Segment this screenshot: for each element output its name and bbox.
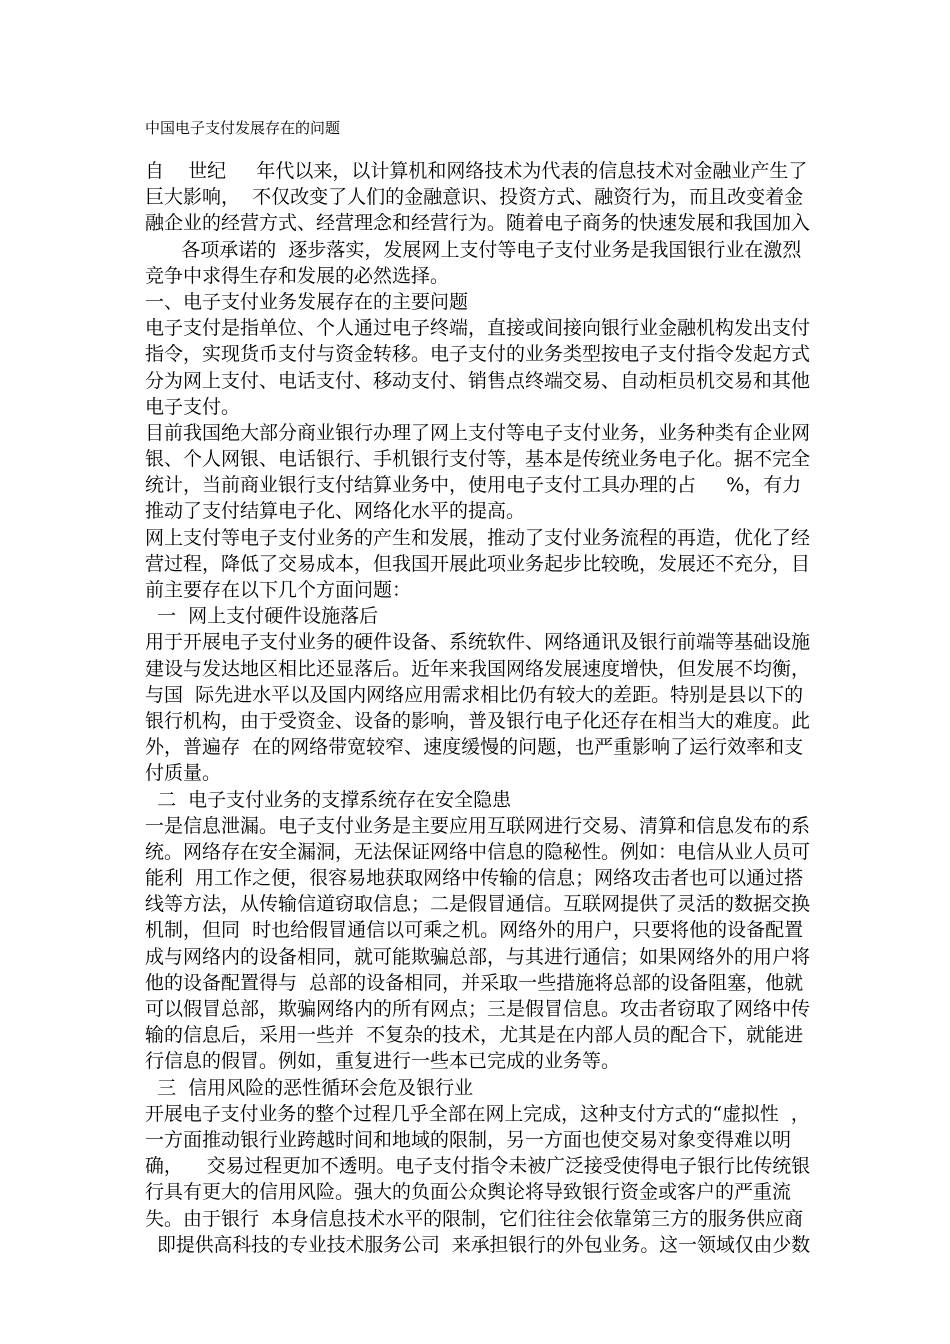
text-line: 电子支付是指单位、个人通过电子终端，直接或间接向银行业金融机构发出支付 bbox=[145, 317, 811, 340]
text-line: 电子支付。 bbox=[145, 395, 241, 418]
text-line: 融企业的经营方式、经营理念和经营行为。随着电子商务的快速发展和我国加入 bbox=[145, 212, 811, 235]
text-line: 三 信用风险的恶性循环会危及银行业 bbox=[145, 1076, 474, 1099]
text-line: 可以假冒总部，欺骗网络内的所有网点；三是假冒信息。攻击者窃取了网络中传 bbox=[145, 998, 811, 1020]
text-line: 即提供高科技的专业技术服务公司 来承担银行的外包业务。这一领域仅由少数 bbox=[145, 1233, 811, 1256]
text-line: 自 世纪 年代以来，以计算机和网络技术为代表的信息技术对金融业产生了 bbox=[145, 160, 808, 182]
text-line: 能利 用工作之便，很容易地获取网络中传输的信息；网络攻击者也可以通过搭 bbox=[145, 867, 804, 890]
text-line: 巨大影响， 不仅改变了人们的金融意识、投资方式、融资行为，而且改变着金 bbox=[145, 186, 804, 209]
document-body bbox=[145, 158, 810, 1258]
text-line: 付质量。 bbox=[145, 762, 222, 785]
text-line: 一、电子支付业务发展存在的主要问题 bbox=[145, 290, 469, 313]
text-line: 行具有更大的信用风险。强大的负面公众舆论将导致银行资金或客户的严重流 bbox=[145, 1181, 792, 1204]
text-line: 分为网上支付、电话支付、移动支付、销售点终端交易、自动柜员机交易和其他 bbox=[145, 369, 811, 392]
text-line: 与国 际先进水平以及国内网络应用需求相比仍有较大的差距。特别是县以下的 bbox=[145, 683, 804, 706]
text-line: 网上支付等电子支付业务的产生和发展，推动了支付业务流程的再造，优化了经 bbox=[145, 526, 811, 549]
text-line: 推动了支付结算电子化、网络化水平的提高。 bbox=[145, 500, 526, 523]
text-line: 竞争中求得生存和发展的必然选择。 bbox=[145, 264, 450, 287]
text-line: 行信息的假冒。例如，重复进行一些本已完成的业务等。 bbox=[145, 1050, 621, 1073]
text-line: 他的设备配置得与 总部的设备相同，并采取一些措施将总部的设备阻塞，他就 bbox=[145, 971, 804, 994]
text-line: 一是信息泄漏。电子支付业务是主要应用互联网进行交易、清算和信息发布的系 bbox=[145, 814, 811, 837]
text-line: 目前我国绝大部分商业银行办理了网上支付等电子支付业务，业务种类有企业网 bbox=[145, 421, 811, 444]
text-line: 线等方法，从传输信道窃取信息；二是假冒通信。互联网提供了灵活的数据交换 bbox=[145, 893, 811, 916]
text-line: 前主要存在以下几个方面问题： bbox=[145, 579, 412, 601]
text-line: 指令，实现货币支付与资金转移。电子支付的业务类型按电子支付指令发起方式 bbox=[145, 343, 811, 366]
text-line: 银、个人网银、电话银行、手机银行支付等，基本是传统业务电子化。据不完全 bbox=[145, 448, 811, 471]
text-line: 一 网上支付硬件设施落后 bbox=[145, 605, 379, 628]
text-line: 各项承诺的 逐步落实，发展网上支付等电子支付业务是我国银行业在激烈 bbox=[145, 238, 802, 261]
text-line: 外，普遍存 在的网络带宽较窄、速度缓慢的问题，也严重影响了运行效率和支 bbox=[145, 736, 804, 759]
text-line: 确， 交易过程更加不透明。电子支付指令未被广泛接受使得电子银行比传统银 bbox=[145, 1155, 811, 1178]
text-line: 输的信息后，采用一些并 不复杂的技术，尤其是在内部人员的配合下，就能进 bbox=[145, 1024, 804, 1047]
document-title: 中国电子支付发展存在的问题 bbox=[145, 119, 341, 137]
text-line: 建设与发达地区相比还显落后。近年来我国网络发展速度增快，但发展不均衡， bbox=[145, 657, 811, 680]
text-line: 营过程，降低了交易成本，但我国开展此项业务起步比较晚，发展还不充分，目 bbox=[145, 552, 811, 575]
text-line: 二 电子支付业务的支撑系统存在安全隐患 bbox=[145, 788, 512, 811]
text-line: 机制，但同 时也给假冒通信以可乘之机。网络外的用户，只要将他的设备配置 bbox=[145, 919, 804, 942]
text-line: 统计，当前商业银行支付结算业务中，使用电子支付工具办理的占 %，有力 bbox=[145, 474, 802, 497]
text-line: 成与网络内的设备相同，就可能欺骗总部，与其进行通信；如果网络外的用户将 bbox=[145, 945, 811, 968]
text-line: 开展电子支付业务的整个过程几乎全部在网上完成，这种支付方式的“虚拟性 ， bbox=[145, 1102, 810, 1125]
text-line: 统。网络存在安全漏洞，无法保证网络中信息的隐秘性。例如：电信从业人员可 bbox=[145, 840, 811, 863]
text-line: 用于开展电子支付业务的硬件设备、系统软件、网络通讯及银行前端等基础设施 bbox=[145, 631, 811, 654]
text-line: 失。由于银行 本身信息技术水平的限制，它们往往会依靠第三方的服务供应商 bbox=[145, 1207, 804, 1230]
text-line: 一方面推动银行业跨越时间和地域的限制，另一方面也使交易对象变得难以明 bbox=[145, 1128, 792, 1151]
text-line: 银行机构，由于受资金、设备的影响，普及银行电子化还存在相当大的难度。此 bbox=[145, 709, 811, 732]
